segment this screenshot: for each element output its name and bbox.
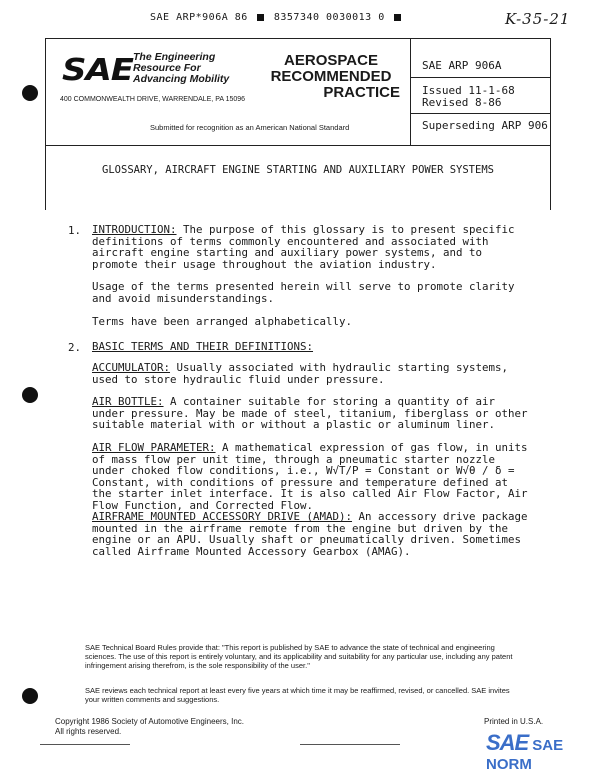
section-number: 1. — [68, 224, 82, 237]
black-block-icon — [257, 14, 264, 21]
doc-type — [262, 53, 400, 101]
black-block-icon — [394, 14, 401, 21]
term-definition: A container suitable for storing a quantity of air under pressure. May be made of steel, titanium, fiberglass or other suitable material with or without a plastic or aluminum liner. — [92, 395, 528, 432]
tagline-line: Resource For — [133, 62, 201, 74]
usage-paragraph: Usage of the terms presented herein will serve to promote clarity and avoid misunderstandings. — [92, 280, 515, 305]
scan-artifact — [40, 744, 130, 745]
term-entry — [92, 442, 532, 512]
header-divider — [410, 77, 550, 78]
title-box-left — [45, 146, 46, 210]
title-box-right — [550, 146, 551, 210]
term-name: AIR FLOW PARAMETER: — [92, 441, 216, 454]
term-definition: A mathematical expression of gas flow, in units of mass flow per unit time, through a pneumatic starter nozzle under choked flow conditions, i.e., W√T/P = Constant or W√θ / δ = Constant, with conditions of pressure and temperature defined at the starter inlet interface. It is also called Air Flow Factor, Air Flow Function, and Corrected Flow. — [92, 441, 528, 512]
term-name: ACCUMULATOR: — [92, 361, 171, 374]
tagline-line: Advancing Mobility — [133, 73, 230, 85]
code-part-2: 8357340 0030013 0 — [273, 12, 385, 23]
term-definition: An accessory drive package mounted in the airframe remote from the engine but driven by the engine or an APU. Usually shaft or pneumatically driven. Sometimes called Airframe Mounted Accessory Gearbox (AMAG). — [92, 510, 528, 558]
issued-date: Issued 11-1-68 — [422, 84, 515, 97]
superseding-note: Superseding ARP 906 — [422, 119, 548, 132]
arrangement-paragraph: Terms have been arranged alphabetically. — [92, 315, 353, 328]
term-name: AIRFRAME MOUNTED ACCESSORY DRIVE (AMAD): — [92, 510, 353, 523]
section-heading: BASIC TERMS AND THEIR DEFINITIONS: — [92, 340, 314, 353]
watermark-text: SAE NORM — [486, 737, 564, 773]
tagline-line: The Engineering — [133, 51, 216, 63]
term-name: AIR BOTTLE: — [92, 395, 164, 408]
section-number: 2. — [68, 341, 82, 354]
handwritten-code: K-35-21 — [505, 10, 571, 28]
code-part-1: SAE ARP*906A 86 — [150, 12, 248, 23]
sae-address: 400 COMMONWEALTH DRIVE, WARRENDALE, PA 15096 — [60, 96, 246, 103]
sae-norm-watermark — [486, 730, 600, 774]
technical-board-rules: SAE Technical Board Rules provide that: "This report is published by SAE to advance the state of technical and engineering sciences. The use of this report is entirely voluntary, and its applicability and suitability for any particular use, including any patent infringement arising therefrom, is the sole responsibility of the user." — [85, 643, 513, 670]
intro-text: The purpose of this glossary is to present specific definitions of terms commonly encountered and associated with aircraft engine starting and auxiliary power systems, and to promote their usage throughout the aviation industry. — [92, 223, 515, 271]
header-divider — [410, 39, 411, 145]
doc-type-line: RECOMMENDED — [270, 68, 392, 85]
section-heading: INTRODUCTION: — [92, 223, 177, 236]
watermark-logo: SAE — [486, 730, 529, 755]
doc-type-line: AEROSPACE — [284, 52, 378, 69]
scan-artifact — [300, 744, 400, 745]
header-divider — [410, 113, 550, 114]
review-note: SAE reviews each technical report at least every five years at which time it may be reaffirmed, revised, or cancelled. SAE invites your written comments and suggestions. — [85, 686, 510, 704]
term-definition: Usually associated with hydraulic starting systems, used to store hydraulic fluid under pressure. — [92, 361, 509, 386]
term-entry — [92, 362, 532, 385]
punch-hole-icon — [22, 688, 38, 704]
doc-type-line: PRACTICE — [323, 84, 400, 101]
document-title: GLOSSARY, AIRCRAFT ENGINE STARTING AND AUXILIARY POWER SYSTEMS — [102, 164, 494, 176]
submitted-note: Submitted for recognition as an American National Standard — [150, 123, 350, 132]
punch-hole-icon — [22, 85, 38, 101]
copyright: Copyright 1986 Society of Automotive Engineers, Inc. — [55, 717, 244, 726]
punch-hole-icon — [22, 387, 38, 403]
sae-tagline — [133, 52, 253, 85]
term-entry — [92, 396, 532, 431]
document-code-line — [150, 12, 404, 23]
doc-number: SAE ARP 906A — [422, 59, 502, 72]
term-entry — [92, 511, 532, 557]
sae-logo: SAE — [62, 52, 134, 88]
intro-paragraph — [92, 224, 532, 270]
revised-date: Revised 8-86 — [422, 96, 502, 109]
rights-reserved: All rights reserved. — [55, 727, 122, 736]
printed-in: Printed in U.S.A. — [484, 717, 544, 726]
